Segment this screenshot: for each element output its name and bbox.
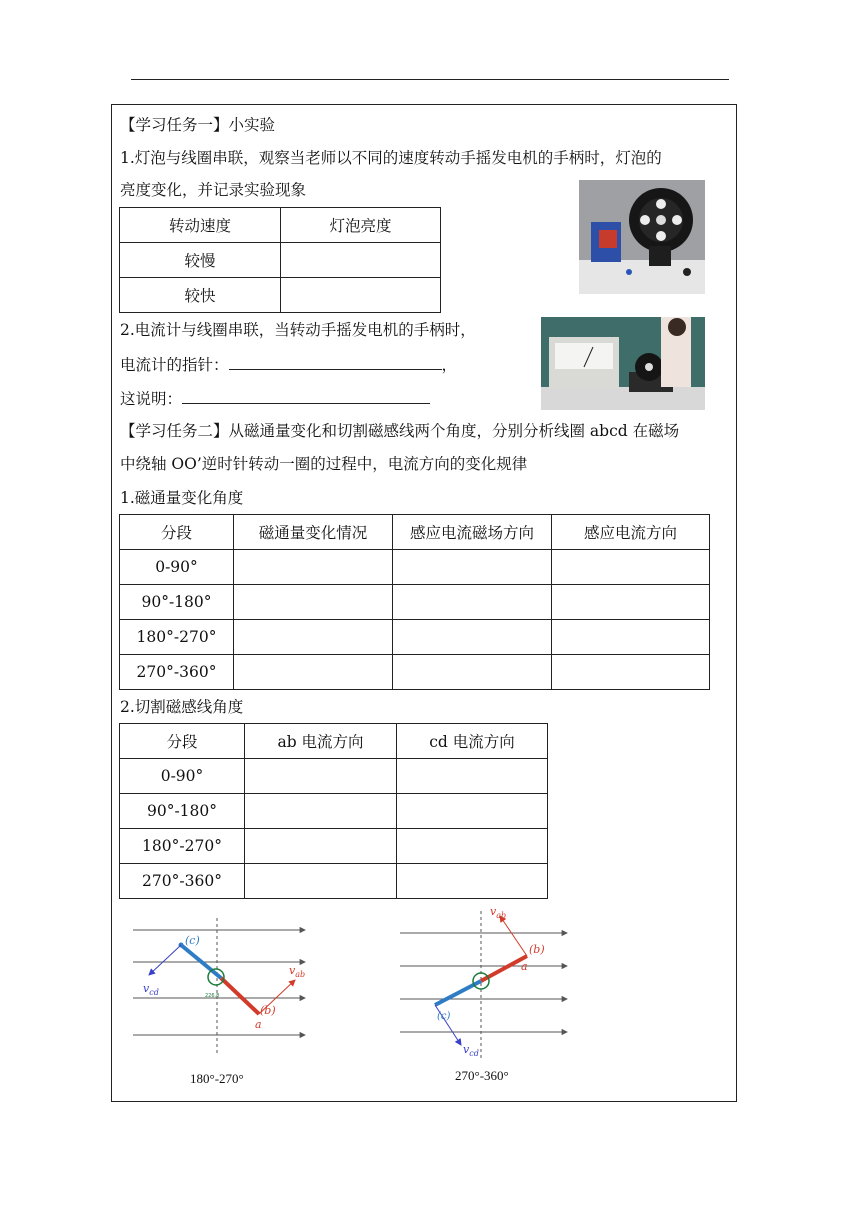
table-cell-blank[interactable] — [245, 794, 397, 829]
table-header: ab 电流方向 — [245, 724, 397, 759]
table-cell: 270°-360° — [120, 655, 234, 690]
table-cell-blank[interactable] — [397, 794, 548, 829]
table-cell-blank[interactable] — [393, 585, 552, 620]
coil-diagram-270-360 — [395, 903, 575, 1063]
table-header: 分段 — [120, 724, 245, 759]
table-cell-blank[interactable] — [234, 550, 393, 585]
table-cell-blank[interactable] — [552, 585, 710, 620]
table-cell: 0-90° — [120, 759, 245, 794]
table-cell-blank[interactable] — [397, 829, 548, 864]
label-c: (c) — [437, 1011, 451, 1022]
label-c: (c) — [185, 934, 200, 947]
label-a: a — [255, 1018, 262, 1031]
table-cell-blank[interactable] — [234, 620, 393, 655]
table-cell: 较慢 — [120, 243, 281, 278]
table-header: 分段 — [120, 515, 234, 550]
brightness-table — [119, 207, 441, 313]
task2-sub2: 2.切割磁感线角度 — [120, 698, 244, 716]
task2-heading-line2: 中绕轴 OO’逆时针转动一圈的过程中，电流方向的变化规律 — [120, 455, 528, 473]
table-cell-blank[interactable] — [393, 550, 552, 585]
cutting-table — [119, 723, 548, 899]
table-header: 磁通量变化情况 — [234, 515, 393, 550]
table-header: 感应电流磁场方向 — [393, 515, 552, 550]
angle-readout: 226.8 — [205, 993, 220, 999]
task1-item1-line1: 1.灯泡与线圈串联，观察当老师以不同的速度转动手摇发电机的手柄时，灯泡的 — [120, 149, 662, 167]
table-cell-blank[interactable] — [393, 655, 552, 690]
header-rule — [131, 79, 729, 80]
task1-item1-line2: 亮度变化，并记录实验现象 — [120, 181, 307, 199]
explain-label: 这说明： — [120, 390, 183, 408]
vab-arrow — [500, 916, 527, 956]
figure1-caption: 180°-270° — [190, 1071, 244, 1086]
table-cell: 180°-270° — [120, 829, 245, 864]
label-b: (b) — [260, 1004, 276, 1017]
coil-diagram-180-270 — [125, 910, 310, 1060]
table-cell: 270°-360° — [120, 864, 245, 899]
table-cell: 较快 — [120, 278, 281, 313]
comma: ， — [441, 356, 458, 374]
task1-item2-line2 — [120, 354, 457, 375]
table-cell-blank[interactable] — [552, 620, 710, 655]
table-header: 转动速度 — [120, 208, 281, 243]
task2-heading-line1: 【学习任务二】从磁通量变化和切割磁感线两个角度，分别分析线圈 abcd 在磁场 — [120, 422, 680, 440]
flux-table — [119, 514, 710, 690]
task1-item2-line1: 2.电流计与线圈串联，当转动手摇发电机的手柄时， — [120, 321, 476, 339]
label-a: a — [521, 960, 528, 973]
label-vcd: $v_{cd}$ — [463, 1043, 479, 1058]
table-cell-blank[interactable] — [552, 550, 710, 585]
table-cell-blank[interactable] — [393, 620, 552, 655]
table-cell-blank[interactable] — [234, 585, 393, 620]
label-b: (b) — [529, 943, 545, 956]
table-cell: 90°-180° — [120, 585, 234, 620]
pointer-label: 电流计的指针： — [120, 356, 229, 374]
pointer-answer-blank[interactable] — [229, 354, 442, 370]
table-cell-blank[interactable] — [552, 655, 710, 690]
vcd-arrow — [149, 945, 181, 975]
table-cell: 180°-270° — [120, 620, 234, 655]
table-cell-blank[interactable] — [281, 278, 441, 313]
field-lines — [133, 930, 305, 1035]
table-header: 感应电流方向 — [552, 515, 710, 550]
coil-side-cd — [181, 945, 221, 978]
table-header: cd 电流方向 — [397, 724, 548, 759]
table-header: 灯泡亮度 — [281, 208, 441, 243]
task1-heading: 【学习任务一】小实验 — [120, 116, 276, 134]
label-vab: $v_{ab}$ — [490, 905, 507, 920]
galvanometer-photo — [541, 317, 705, 410]
figure2-caption: 270°-360° — [455, 1068, 509, 1083]
table-cell-blank[interactable] — [281, 243, 441, 278]
table-cell: 90°-180° — [120, 794, 245, 829]
explain-answer-blank[interactable] — [182, 388, 430, 404]
table-cell-blank[interactable] — [397, 759, 548, 794]
table-cell-blank[interactable] — [234, 655, 393, 690]
generator-photo — [579, 180, 705, 294]
table-cell-blank[interactable] — [245, 864, 397, 899]
task1-item2-line3 — [120, 388, 430, 409]
label-vcd: $v_{cd}$ — [143, 982, 159, 997]
coil-side-ab — [221, 978, 259, 1014]
table-cell: 0-90° — [120, 550, 234, 585]
label-vab: $v_{ab}$ — [289, 964, 306, 979]
task2-sub1: 1.磁通量变化角度 — [120, 489, 244, 507]
table-cell-blank[interactable] — [245, 829, 397, 864]
table-cell-blank[interactable] — [397, 864, 548, 899]
table-cell-blank[interactable] — [245, 759, 397, 794]
